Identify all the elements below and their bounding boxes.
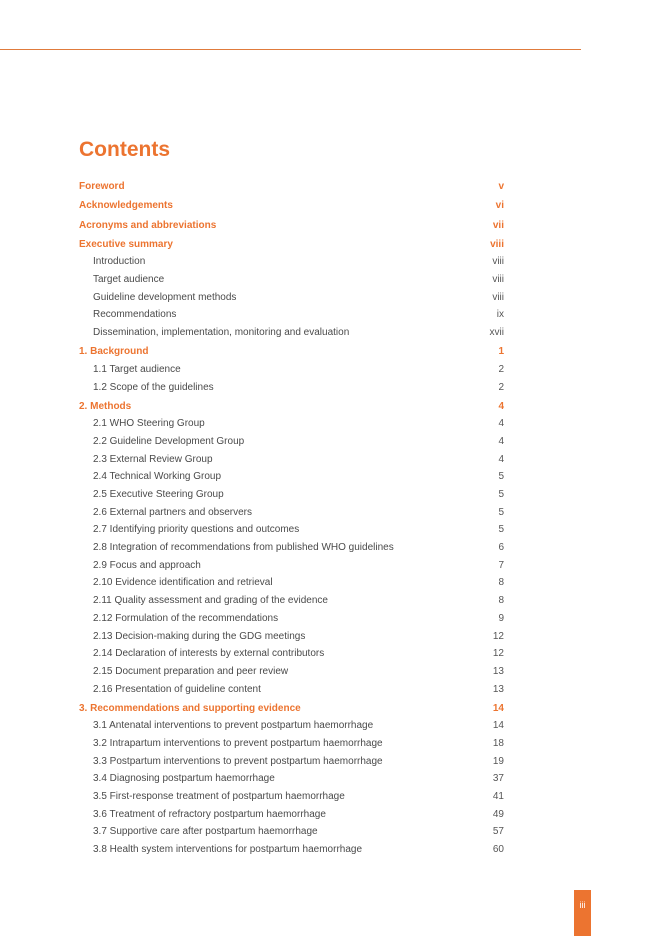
toc-entry-page: 2 (498, 363, 504, 375)
toc-entry-title: 3.2 Intrapartum interventions to prevent postpartum haemorrhage (93, 738, 383, 750)
toc-entry-page: 7 (498, 559, 504, 571)
toc-entry-page: 18 (492, 738, 504, 750)
toc-entry-page: 4 (498, 418, 504, 430)
toc-entry-page: xvii (489, 327, 504, 339)
toc-entry-title: 2.15 Document preparation and peer review (93, 665, 289, 677)
toc-entry-title: 2.12 Formulation of the recommendations (93, 612, 279, 624)
toc-entry-page: 6 (498, 542, 504, 554)
toc-entry-title: 2.7 Identifying priority questions and outcomes (93, 524, 300, 536)
toc-entry-title: Target audience (93, 274, 165, 285)
toc-entry-title: 2.14 Declaration of interests by external contributors (93, 648, 325, 660)
toc-entry-page: 1 (498, 346, 504, 358)
toc-entry-title: 2.16 Presentation of guideline content (93, 683, 261, 695)
toc-entry-page: vii (492, 219, 504, 231)
toc-section-entry[interactable] (79, 236, 504, 254)
toc-entry-title: 2.8 Integration of recommendations from published WHO guidelines (93, 542, 394, 554)
toc-subsection-entry[interactable] (79, 645, 504, 663)
toc-subsection-entry[interactable] (79, 592, 504, 610)
toc-section-entry[interactable] (79, 178, 504, 196)
toc-subsection-entry[interactable] (79, 841, 504, 859)
toc-entry-title: 1.2 Scope of the guidelines (93, 381, 214, 393)
toc-entry-page: 14 (492, 702, 504, 714)
toc-entry-title: 2.1 WHO Steering Group (93, 418, 205, 430)
toc-entry-title: 3.4 Diagnosing postpartum haemorrhage (93, 773, 275, 785)
toc-entry-page: 4 (498, 435, 504, 447)
toc-entry-page: 5 (498, 524, 504, 536)
table-of-contents (79, 177, 504, 859)
toc-entry-title: 3.8 Health system interventions for postpartum haemorrhage (93, 844, 363, 856)
toc-entry-page: v (498, 181, 504, 193)
toc-entry-page: 12 (492, 648, 504, 660)
toc-entry-title: 2.11 Quality assessment and grading of the evidence (93, 595, 328, 607)
toc-subsection-entry[interactable] (79, 486, 504, 504)
toc-entry-title: 2.2 Guideline Development Group (93, 435, 245, 447)
toc-entry-page: 13 (492, 665, 504, 677)
toc-entry-page: 37 (492, 773, 504, 785)
toc-subsection-entry[interactable] (79, 770, 504, 788)
toc-subsection-entry[interactable] (79, 306, 504, 324)
toc-subsection-entry[interactable] (79, 324, 504, 342)
toc-subsection-entry[interactable] (79, 521, 504, 539)
toc-entry-title: 1.1 Target audience (93, 363, 181, 375)
toc-section-entry[interactable] (79, 343, 504, 361)
toc-subsection-entry[interactable] (79, 823, 504, 841)
toc-subsection-entry[interactable] (79, 433, 504, 451)
toc-subsection-entry[interactable] (79, 468, 504, 486)
toc-section-entry[interactable] (79, 700, 504, 718)
toc-entry-title: 2.5 Executive Steering Group (93, 489, 224, 501)
toc-subsection-entry[interactable] (79, 717, 504, 735)
toc-entry-page: 9 (498, 612, 504, 624)
toc-entry-page: viii (492, 256, 504, 268)
toc-entry-page: 19 (492, 755, 504, 767)
toc-entry-page: 13 (492, 683, 504, 695)
toc-subsection-entry[interactable] (79, 806, 504, 824)
toc-entry-title: 3.6 Treatment of refractory postpartum haemorrhage (93, 808, 326, 820)
toc-entry-title: 1. Background (79, 346, 149, 358)
page-number: iii (579, 900, 586, 910)
page-number-tab (574, 890, 591, 936)
toc-entry-title: 2.3 External Review Group (93, 453, 213, 465)
toc-subsection-entry[interactable] (79, 557, 504, 575)
toc-entry-title: 3.5 First-response treatment of postpartum haemorrhage (93, 791, 345, 803)
toc-subsection-entry[interactable] (79, 539, 504, 557)
toc-section-entry[interactable] (79, 398, 504, 416)
toc-entry-title: Recommendations (93, 309, 177, 321)
toc-entry-page: 60 (492, 844, 504, 856)
toc-entry-page: viii (492, 291, 504, 303)
toc-entry-title: 2.9 Focus and approach (93, 559, 201, 571)
toc-entry-page: 4 (498, 400, 504, 412)
toc-entry-page: 14 (492, 720, 504, 732)
toc-subsection-entry[interactable] (79, 504, 504, 522)
toc-entry-title: 2.4 Technical Working Group (93, 471, 222, 483)
toc-entry-page: viii (492, 274, 504, 285)
toc-entry-title: 2. Methods (79, 400, 132, 412)
toc-entry-page: 5 (498, 489, 504, 501)
toc-entry-title: Guideline development methods (93, 291, 237, 303)
toc-subsection-entry[interactable] (79, 735, 504, 753)
toc-entry-page: 57 (492, 826, 504, 838)
toc-entry-page: 5 (498, 506, 504, 518)
toc-entry-title: Acknowledgements (79, 200, 173, 212)
top-divider (0, 49, 581, 50)
toc-entry-title: Executive summary (79, 238, 173, 250)
toc-subsection-entry[interactable] (79, 289, 504, 307)
toc-entry-page: 8 (498, 577, 504, 589)
toc-subsection-entry[interactable] (79, 574, 504, 592)
toc-entry-title: Foreword (79, 181, 125, 193)
toc-subsection-entry[interactable] (79, 788, 504, 806)
toc-section-entry[interactable] (79, 217, 504, 235)
toc-subsection-entry[interactable] (79, 663, 504, 681)
toc-entry-title: Introduction (93, 256, 146, 268)
page-title: Contents (79, 138, 170, 161)
toc-entry-page: 12 (492, 630, 504, 642)
toc-entry-title: 3. Recommendations and supporting evidence (79, 702, 301, 714)
toc-subsection-entry[interactable] (79, 271, 504, 289)
toc-entry-title: Dissemination, implementation, monitoring and evaluation (93, 327, 350, 339)
toc-entry-title: 2.6 External partners and observers (93, 506, 252, 518)
toc-entry-title: 3.3 Postpartum interventions to prevent postpartum haemorrhage (93, 755, 383, 767)
toc-subsection-entry[interactable] (79, 379, 504, 397)
toc-entry-title: 2.10 Evidence identification and retrieval (93, 577, 273, 589)
toc-entry-page: ix (496, 309, 504, 321)
toc-entry-title: 3.1 Antenatal interventions to prevent postpartum haemorrhage (93, 720, 374, 732)
toc-entry-page: viii (490, 238, 504, 250)
toc-entry-title: 3.7 Supportive care after postpartum haemorrhage (93, 826, 318, 838)
toc-subsection-entry[interactable] (79, 451, 504, 469)
toc-subsection-entry[interactable] (79, 415, 504, 433)
toc-subsection-entry[interactable] (79, 681, 504, 699)
toc-entry-page: 2 (498, 381, 504, 393)
toc-subsection-entry[interactable] (79, 253, 504, 271)
toc-entry-page: 8 (498, 595, 504, 607)
toc-section-entry[interactable] (79, 197, 504, 215)
toc-entry-page: vi (495, 200, 504, 212)
toc-subsection-entry[interactable] (79, 628, 504, 646)
toc-subsection-entry[interactable] (79, 361, 504, 379)
toc-entry-page: 5 (498, 471, 504, 483)
toc-entry-title: 2.13 Decision-making during the GDG meetings (93, 630, 306, 642)
toc-entry-page: 49 (492, 808, 504, 820)
toc-subsection-entry[interactable] (79, 610, 504, 628)
toc-entry-title: Acronyms and abbreviations (79, 219, 217, 231)
toc-entry-page: 4 (498, 453, 504, 465)
toc-subsection-entry[interactable] (79, 753, 504, 771)
toc-entry-page: 41 (492, 791, 504, 803)
